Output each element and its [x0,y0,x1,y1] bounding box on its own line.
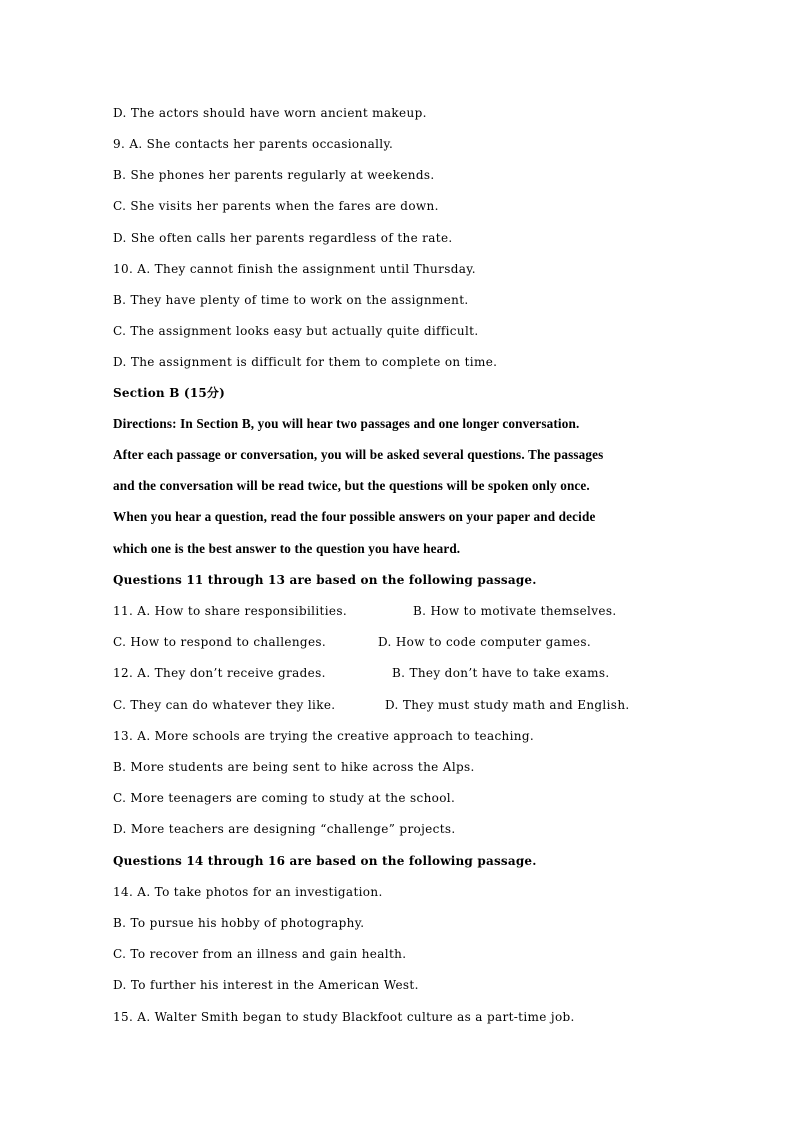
q14-option-d: D. To further his interest in the American West. [113,978,419,992]
q12-option-b: B. They don’t have to take exams. [392,666,610,680]
q11-option-c: C. How to respond to challenges. [113,635,327,649]
q10-option-c: C. The assignment looks easy but actually quite difficult. [113,324,479,338]
q10-option-a: 10. A. They cannot finish the assignment until Thursday. [113,262,476,276]
q9-option-b: B. She phones her parents regularly at weekends. [113,168,435,182]
q14-option-b: B. To pursue his hobby of photography. [113,916,365,930]
section-b-heading: Section B (15分) [113,386,225,400]
directions-line-1: Directions: In Section B, you will hear two passages and one longer conversation. [113,416,580,431]
q14-option-a: 14. A. To take photos for an investigation. [113,885,383,899]
q8-option-d: D. The actors should have worn ancient makeup. [113,106,427,120]
q13-option-a: 13. A. More schools are trying the creative approach to teaching. [113,729,535,743]
q11-option-b: B. How to motivate themselves. [413,604,617,618]
q13-option-c: C. More teenagers are coming to study at the school. [113,791,456,805]
q11-option-a: 11. A. How to share responsibilities. [113,604,348,618]
q10-option-d: D. The assignment is difficult for them to complete on time. [113,355,498,369]
q12-option-a: 12. A. They don’t receive grades. [113,666,326,680]
questions-14-16-heading: Questions 14 through 16 are based on the following passage. [113,854,537,868]
q10-option-b: B. They have plenty of time to work on the assignment. [113,293,469,307]
directions-line-4: When you hear a question, read the four possible answers on your paper and decide [113,509,596,524]
q12-option-c: C. They can do whatever they like. [113,698,336,712]
q9-option-c: C. She visits her parents when the fares are down. [113,199,439,213]
q15-option-a: 15. A. Walter Smith began to study Blackfoot culture as a part-time job. [113,1010,575,1024]
q9-option-a: 9. A. She contacts her parents occasionally. [113,137,394,151]
q9-option-d: D. She often calls her parents regardless of the rate. [113,231,453,245]
q12-option-d: D. They must study math and English. [385,698,630,712]
q14-option-c: C. To recover from an illness and gain health. [113,947,407,961]
directions-line-3: and the conversation will be read twice, but the questions will be spoken only once. [113,478,590,493]
questions-11-13-heading: Questions 11 through 13 are based on the following passage. [113,573,537,587]
directions-line-5: which one is the best answer to the question you have heard. [113,541,461,556]
directions-line-2: After each passage or conversation, you will be asked several questions. The passages [113,447,604,462]
q13-option-d: D. More teachers are designing “challenge” projects. [113,822,456,836]
q11-option-d: D. How to code computer games. [378,635,591,649]
q13-option-b: B. More students are being sent to hike across the Alps. [113,760,475,774]
